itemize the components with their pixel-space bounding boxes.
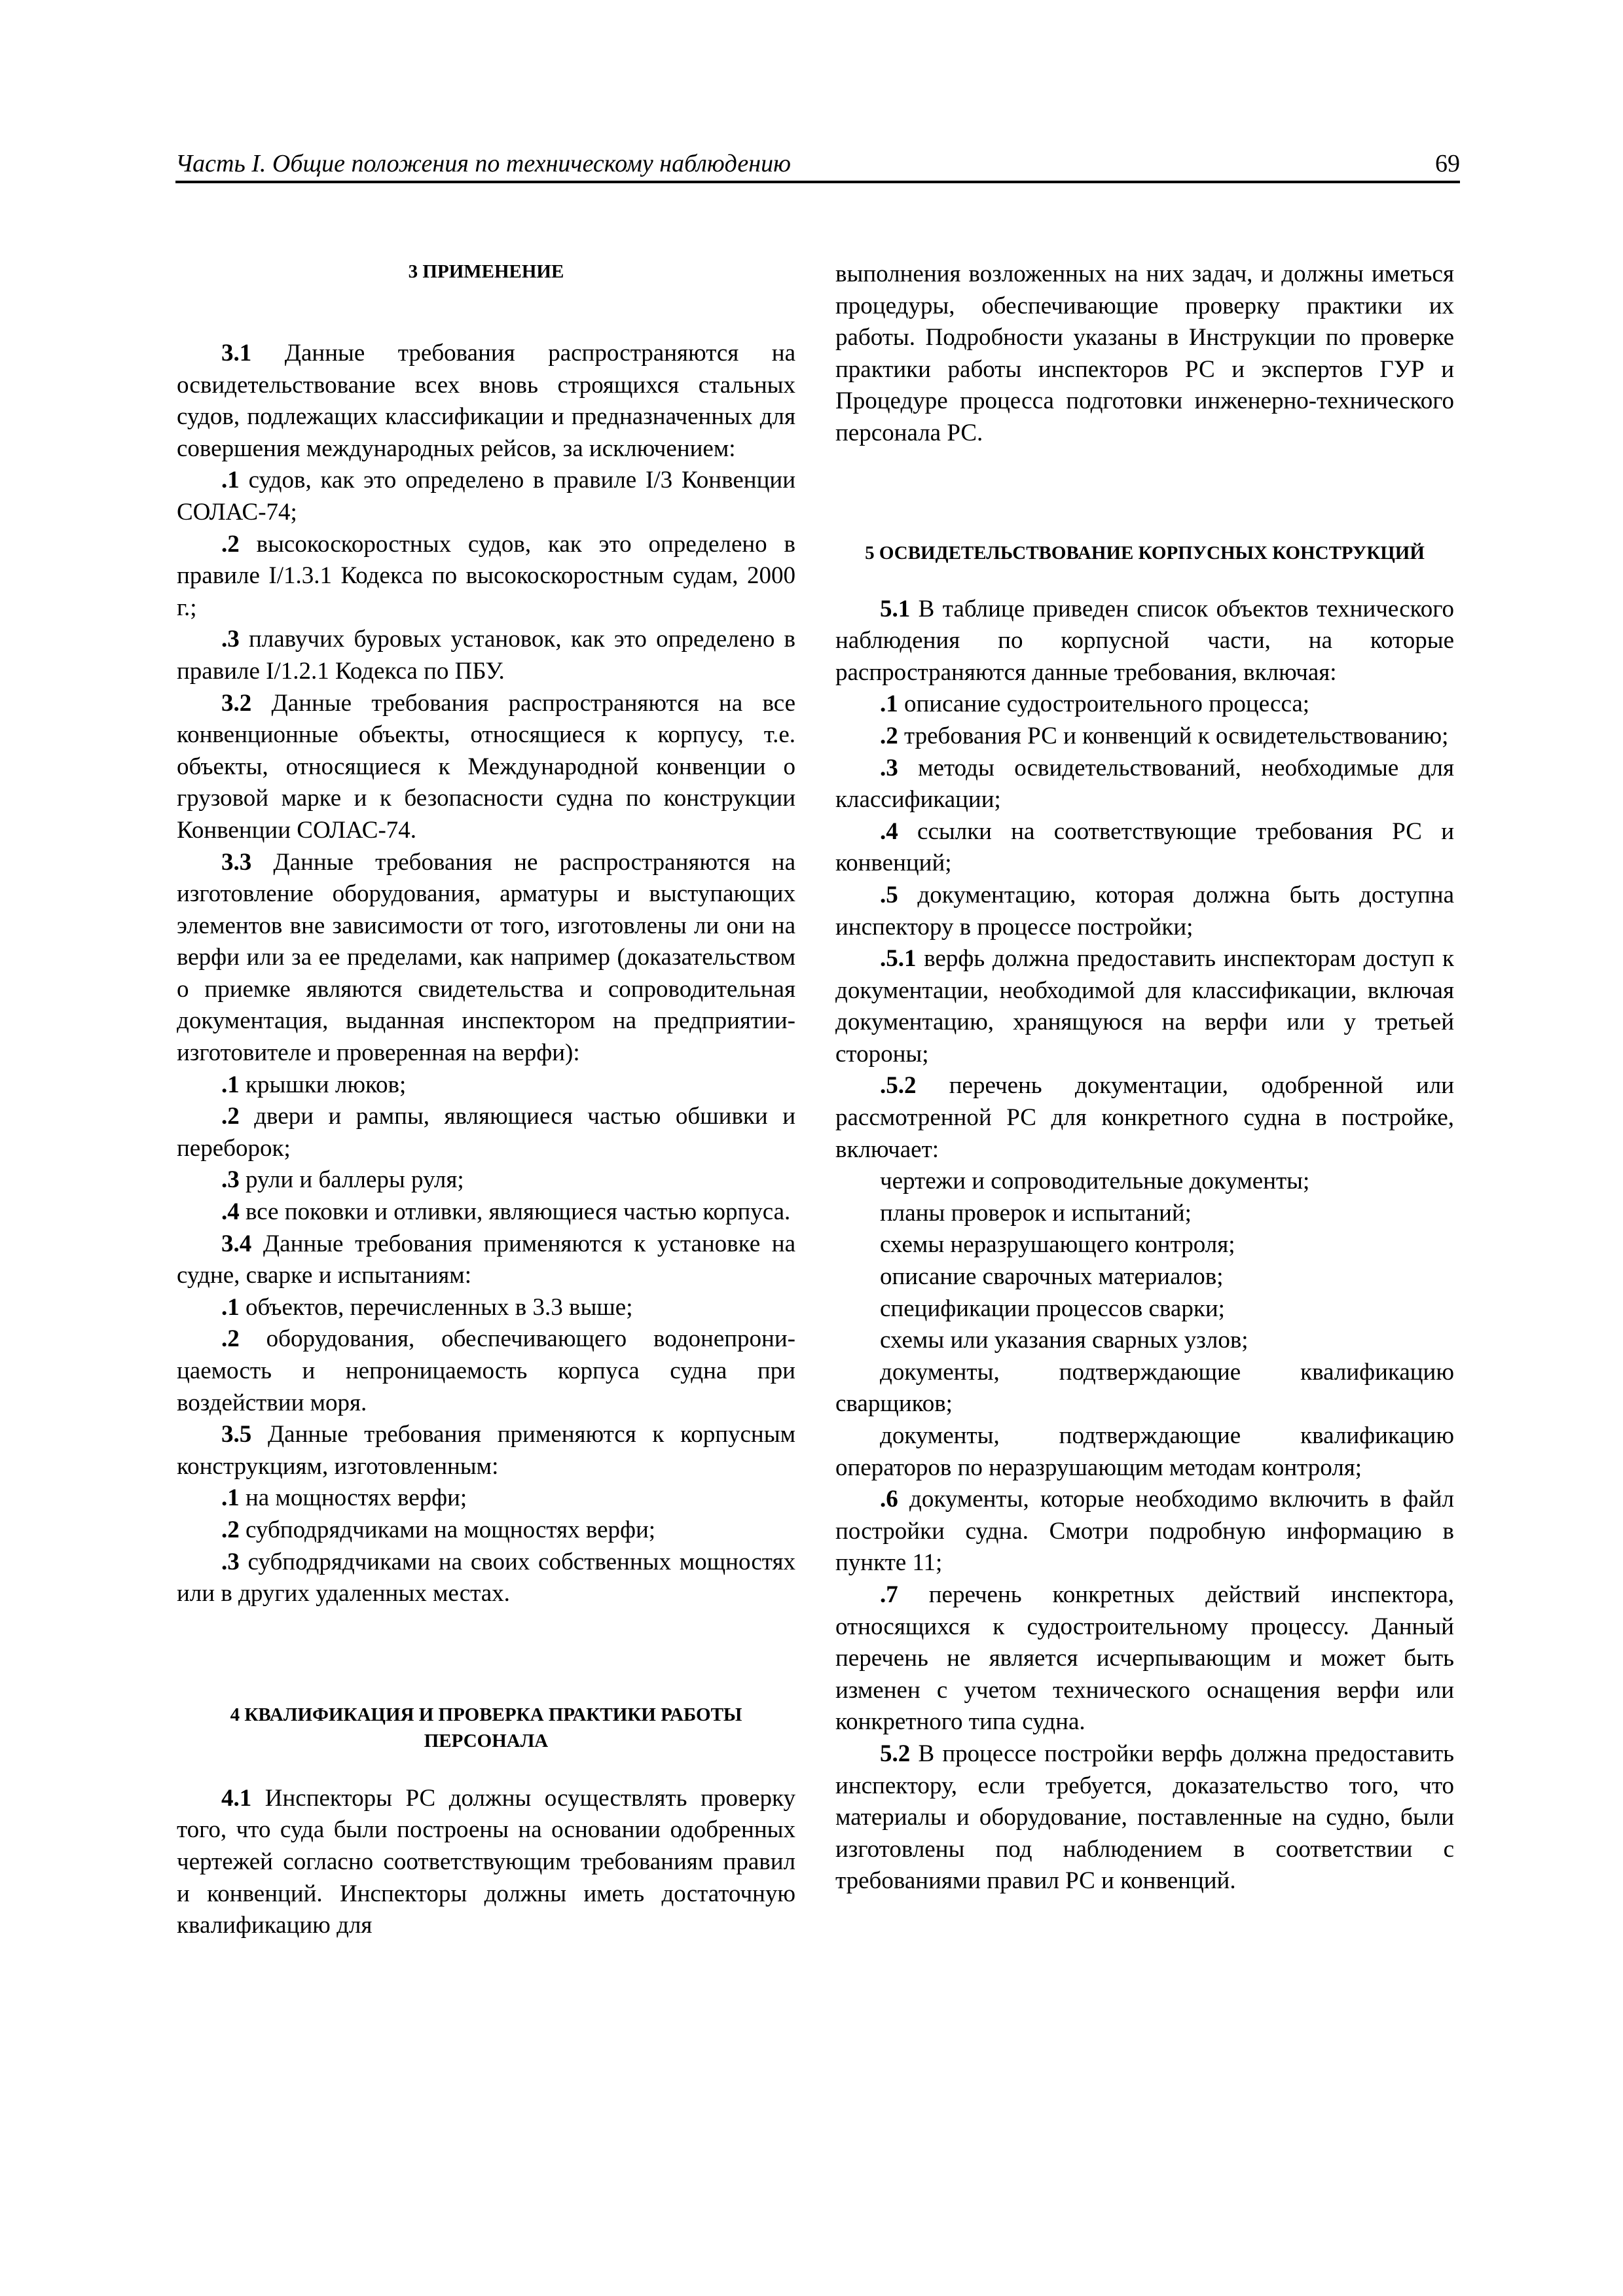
running-title: Часть I. Общие положения по техническому наблюдению bbox=[175, 150, 791, 177]
item-text: двери и рампы, являющиеся частью обшивки и переборок; bbox=[177, 1103, 795, 1162]
item-number: .3 bbox=[880, 754, 898, 781]
item-text: верфь должна предоставить инспекторам доступ к документации, необходимой для классификации, включая документацию, хранящуюся на верфи или у третьей стороны; bbox=[835, 945, 1454, 1067]
paragraph-3-2 bbox=[177, 688, 795, 847]
item-number: .2 bbox=[221, 530, 240, 558]
item-number: .5.1 bbox=[880, 945, 917, 973]
paragraph-text: Инспекторы РС должны осуществлять проверку того, что суда были построены на основании одобренных чертежей согласно соответствующим требованиям правил и конвенций. Инспекторы должны иметь достаточную квалификацию для bbox=[177, 1784, 795, 1939]
list-item-3-5-3 bbox=[177, 1547, 795, 1610]
item-text: методы освидетельствований, необходимые для классификации; bbox=[835, 754, 1454, 814]
item-number: .1 bbox=[221, 1071, 240, 1098]
item-text: перечень конкретных действий инспектора, относящихся к судостроительному процессу. Данный перечень не является исчерпывающим и может быть изменен с учетом технического оснащения верфи или конкретного типа судна. bbox=[835, 1581, 1454, 1736]
list-item-3-1-3 bbox=[177, 624, 795, 687]
item-number: .2 bbox=[221, 1325, 240, 1353]
doc-list-item: схемы или указания сварных узлов; bbox=[880, 1327, 1249, 1354]
doc-list-item: описание сварочных материалов; bbox=[880, 1263, 1224, 1291]
item-text: документы, которые необходимо включить в файл постройки судна. Смотри подробную информацию в пункте 11; bbox=[835, 1486, 1454, 1577]
item-text: все поковки и отливки, являющиеся частью корпуса. bbox=[239, 1198, 791, 1226]
item-text: перечень документации, одобренной или рассмотренной РС для конкретного судна в постройке, включает: bbox=[835, 1072, 1454, 1163]
paragraph-text: Данные требования распространяются на все конвенционные объекты, относящиеся к корпусу, т.е. объекты, относящиеся к Международной конвенции о грузовой марке и к безопасности судна по конструкции Конвенции СОЛАС-74. bbox=[177, 689, 795, 844]
item-text: субподрядчиками на своих собственных мощностях или в других удаленных местах. bbox=[177, 1548, 795, 1607]
item-number: .2 bbox=[221, 1516, 240, 1543]
paragraph-5-1 bbox=[835, 594, 1454, 689]
section-4-heading: 4 КВАЛИФИКАЦИЯ И ПРОВЕРКА ПРАКТИКИ РАБОТЫ ПЕРСОНАЛА bbox=[230, 1704, 742, 1751]
section-5-heading: 5 ОСВИДЕТЕЛЬСТВОВАНИЕ КОРПУСНЫХ КОНСТРУКЦИЙ bbox=[865, 542, 1425, 564]
doc-list-item: планы проверок и испытаний; bbox=[880, 1199, 1192, 1227]
paragraph-text: Данные требования не распространяются на изготовление оборудования, арматуры и выступающих элементов вне зависимости от того, изготовлены ли они на верфи или за ее пределами, как например (доказательством о приемке являются свидетельства и сопроводительная документация, выданная инспектором на предприятии-изготовителе и проверенная на верфи): bbox=[177, 848, 795, 1067]
page-header bbox=[175, 145, 1460, 183]
doc-list-item: схемы неразрушающего контроля; bbox=[880, 1231, 1235, 1259]
item-number: .2 bbox=[221, 1103, 240, 1130]
doc-list-item: чертежи и сопроводительные документы; bbox=[880, 1168, 1310, 1195]
list-item-5-1-5 bbox=[835, 880, 1454, 943]
page-number: 69 bbox=[1435, 150, 1460, 177]
item-number: .3 bbox=[221, 1548, 240, 1575]
list-item-3-5-2 bbox=[177, 1515, 795, 1547]
clause-number: 3.5 bbox=[221, 1421, 252, 1448]
item-text: документацию, которая должна быть доступна инспектору в процессе постройки; bbox=[835, 881, 1454, 941]
paragraph-text: Данные требования распространяются на освидетельствование всех вновь строящихся стальных судов, подлежащих классификации и предназначенных для совершения международных рейсов, за исключением: bbox=[177, 340, 795, 462]
paragraph-text: Данные требования применяются к установке на судне, сварке и испытаниям: bbox=[177, 1230, 795, 1289]
item-number: .5.2 bbox=[880, 1072, 917, 1100]
item-text: судов, как это определено в правиле I/3 Конвенции СОЛАС-74; bbox=[177, 467, 795, 526]
item-text: высокоскоростных судов, как это определено в правиле I/1.3.1 Кодекса по высокоскоростным судам, 2000 г.; bbox=[177, 530, 795, 621]
list-item-5-1-5-2 bbox=[835, 1070, 1454, 1166]
section-3-heading: 3 ПРИМЕНЕНИЕ bbox=[408, 261, 564, 282]
paragraph-4-1 bbox=[177, 1783, 795, 1942]
right-column bbox=[835, 259, 1454, 1897]
paragraph-4-1-continued: выполнения возложенных на них задач, и должны иметься процедуры, обеспечивающие проверку практики их работы. Подробности указаны в Инструкции по проверке практики работы инспекторов РС и экспертов ГУР и Процедуре процесса подготовки инженерно-технического персонала РС. bbox=[835, 260, 1454, 446]
item-text: описание судостроительного процесса; bbox=[898, 691, 1310, 718]
list-item-3-1-1 bbox=[177, 465, 795, 528]
item-text: на мощностях верфи; bbox=[239, 1484, 467, 1512]
clause-number: 3.4 bbox=[221, 1230, 252, 1257]
clause-number: 5.2 bbox=[880, 1740, 911, 1767]
list-item-5-1-2 bbox=[835, 721, 1454, 753]
list-item-5-1-6 bbox=[835, 1484, 1454, 1579]
doc-list-item: спецификации процессов сварки; bbox=[880, 1295, 1225, 1322]
item-number: .1 bbox=[221, 467, 240, 494]
item-number: .1 bbox=[221, 1293, 240, 1321]
list-item-5-1-5-1 bbox=[835, 943, 1454, 1070]
paragraph-3-5 bbox=[177, 1419, 795, 1482]
list-item-5-1-3 bbox=[835, 753, 1454, 816]
item-text: рули и баллеры руля; bbox=[239, 1166, 464, 1194]
list-item-3-3-1 bbox=[177, 1069, 795, 1102]
list-item-3-4-2 bbox=[177, 1323, 795, 1419]
item-number: .3 bbox=[221, 1166, 240, 1194]
clause-number: 3.3 bbox=[221, 848, 252, 876]
item-text: требования РС и конвенций к освидетельствованию; bbox=[898, 722, 1449, 749]
item-number: .5 bbox=[880, 881, 898, 908]
left-column bbox=[177, 259, 795, 1942]
list-item-3-5-1 bbox=[177, 1482, 795, 1515]
list-item-3-3-4 bbox=[177, 1196, 795, 1229]
list-item-5-1-7 bbox=[835, 1579, 1454, 1738]
item-text: крышки люков; bbox=[239, 1071, 407, 1098]
paragraph-5-2 bbox=[835, 1738, 1454, 1897]
paragraph-text: В процессе постройки верфь должна предоставить инспектору, если требуется, доказательство того, что материалы и оборудование, поставленные на судно, были изготовлены под наблюдением в соответствии с требованиями правил РС и конвенций. bbox=[835, 1740, 1454, 1895]
paragraph-text: Данные требования применяются к корпусным конструкциям, изготовленным: bbox=[177, 1421, 795, 1480]
clause-number: 3.1 bbox=[221, 340, 252, 367]
paragraph-text: В таблице приведен список объектов технического наблюдения по корпусной части, на которые распространяются данные требования, включая: bbox=[835, 595, 1454, 686]
item-number: .4 bbox=[880, 817, 898, 845]
item-number: .1 bbox=[880, 691, 898, 718]
item-text: субподрядчиками на мощностях верфи; bbox=[239, 1516, 656, 1543]
item-number: .6 bbox=[880, 1486, 898, 1513]
item-number: .7 bbox=[880, 1581, 898, 1608]
item-text: оборудования, обеспечивающего водонепроницаемость и непроницаемость корпуса судна при воздействии моря. bbox=[177, 1325, 795, 1416]
doc-list-item: документы, подтверждающие квалификацию операторов по неразрушающим методам контроля; bbox=[835, 1422, 1454, 1481]
item-number: .4 bbox=[221, 1198, 240, 1226]
paragraph-3-3 bbox=[177, 847, 795, 1069]
item-number: .1 bbox=[221, 1484, 240, 1512]
item-text: объектов, перечисленных в 3.3 выше; bbox=[239, 1293, 633, 1321]
list-item-5-1-1 bbox=[835, 689, 1454, 721]
header-rule bbox=[175, 181, 1460, 183]
list-item-5-1-4 bbox=[835, 816, 1454, 880]
item-text: плавучих буровых установок, как это определено в правиле I/1.2.1 Кодекса по ПБУ. bbox=[177, 626, 795, 685]
list-item-3-3-2 bbox=[177, 1101, 795, 1164]
item-number: .3 bbox=[221, 626, 240, 653]
clause-number: 3.2 bbox=[221, 689, 252, 717]
clause-number: 4.1 bbox=[221, 1784, 252, 1812]
paragraph-3-4 bbox=[177, 1229, 795, 1292]
item-text: ссылки на соответствующие требования РС и конвенций; bbox=[835, 817, 1454, 877]
list-item-3-1-2 bbox=[177, 529, 795, 624]
list-item-3-3-3 bbox=[177, 1164, 795, 1196]
paragraph-3-1 bbox=[177, 338, 795, 465]
doc-list-item: документы, подтверждающие квалификацию сварщиков; bbox=[835, 1358, 1454, 1418]
clause-number: 5.1 bbox=[880, 595, 911, 622]
item-number: .2 bbox=[880, 722, 898, 749]
list-item-3-4-1 bbox=[177, 1292, 795, 1324]
